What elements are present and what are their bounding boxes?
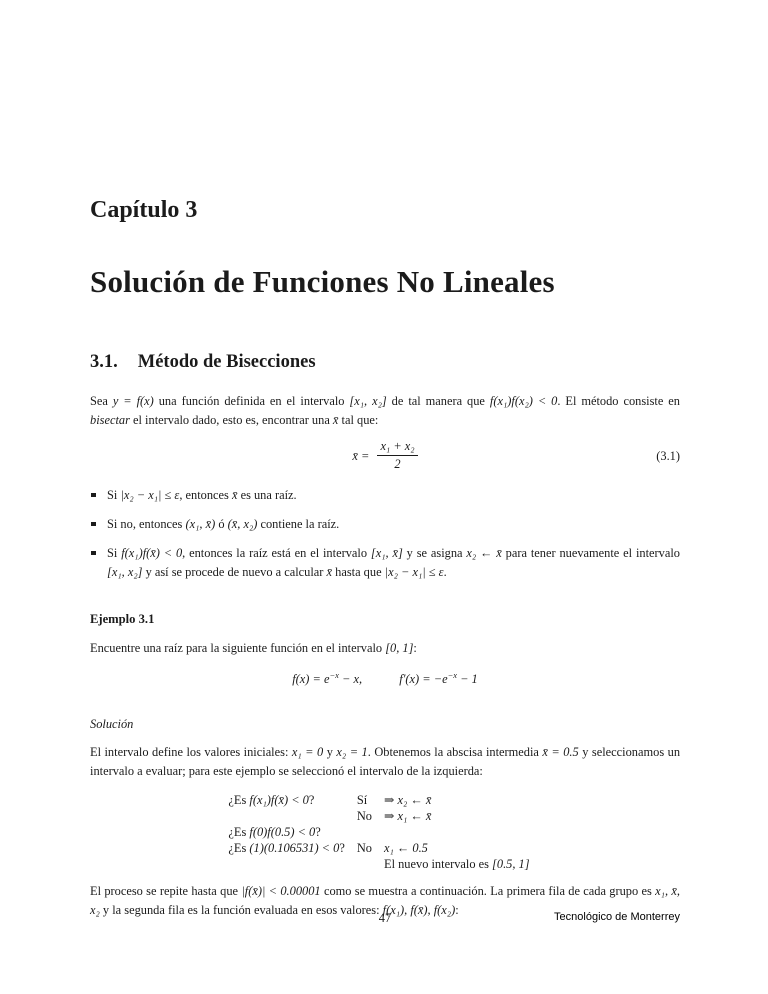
math-run: x̄ (332, 412, 339, 427)
table-cell: Sí (356, 792, 368, 807)
text-run: y seleccionamos un intervalo a evaluar; para este ejemplo se seleccionó el intervalo de la izquierda: (90, 744, 681, 778)
square-bullet-icon (91, 522, 96, 527)
math-run: |x₂ − x₁| ≤ ε (120, 487, 180, 502)
text-run: ⇒ (384, 792, 398, 807)
text-run: ⇒ (384, 808, 398, 823)
equation-number: (3.1) (656, 448, 680, 463)
math-run: x̄ (231, 487, 238, 502)
solution-paragraph (90, 743, 680, 781)
text-run: El proceso se repite hasta que (90, 883, 242, 898)
table-cell (228, 792, 356, 808)
bullet-item (90, 544, 680, 582)
fraction (377, 440, 417, 471)
math-run: f(x) = e (292, 671, 330, 686)
table-cell (228, 856, 356, 872)
text-run: de tal manera que (386, 393, 490, 408)
section-heading (90, 353, 680, 372)
text-run: y la segunda fila es la función evaluada en esos valores: (99, 902, 383, 917)
text-run: una función definida en el intervalo (153, 393, 350, 408)
math-run: − x, (338, 671, 363, 686)
math-run: x₂ = 1 (336, 744, 368, 759)
math-run: y = f(x) (112, 393, 154, 408)
text-run: ? (315, 824, 321, 839)
bullet-list (90, 486, 680, 582)
math-run: −x (329, 669, 339, 680)
math-run: f(x₁)f(x̄) < 0 (121, 545, 183, 560)
text-run: ? (339, 840, 345, 855)
bullet-text (107, 517, 339, 531)
table-cell (384, 792, 542, 808)
math-run: [x₁, x₂] (107, 564, 143, 579)
text-run: contiene la raíz. (257, 516, 340, 531)
table-cell (357, 856, 384, 872)
square-bullet-icon (91, 551, 96, 556)
equation-body (352, 440, 417, 474)
text-run: , entonces (179, 487, 232, 502)
math-run: x₁, x̄, x₂ (90, 883, 680, 917)
text-run: Si (107, 487, 121, 502)
text-run (362, 672, 399, 686)
chapter-heading: Capítulo 3 (90, 197, 198, 223)
text-run: Sea (90, 393, 113, 408)
text-run: . Obtenemos la abscisa intermedia (367, 744, 543, 759)
text-run: , entonces la raíz está en el intervalo (182, 545, 371, 560)
example-intro (90, 639, 680, 658)
text-run: Si (107, 545, 122, 560)
text-run: y así se procede de nuevo a calcular (142, 564, 327, 579)
math-run: f(x₁)f(x̄) < 0 (249, 792, 309, 807)
table-cell (357, 824, 384, 840)
math-run: x₁ ← x̄ (397, 808, 432, 823)
text-run: y se asigna (402, 545, 467, 560)
math-run: f(0)f(0.5) < 0 (249, 824, 316, 839)
section-number: 3.1. (90, 352, 118, 372)
math-run: f(x₁)f(x₂) < 0 (489, 393, 558, 408)
table-row (228, 840, 541, 856)
math-run: (x₁, x̄) (185, 516, 216, 531)
text-run: el intervalo dado, esto es, encontrar una (129, 412, 333, 427)
text-run: El intervalo define los valores iniciales: (90, 744, 292, 759)
math-run: [0, 1] (385, 640, 414, 655)
math-run: x₂ ← x̄ (466, 545, 502, 560)
math-run: x₁ = 0 (291, 744, 324, 759)
bullet-item (90, 486, 680, 505)
math-run: [0.5, 1] (492, 856, 530, 871)
math-run: x̄ (326, 564, 333, 579)
table-row (228, 824, 541, 840)
chapter-title: Solución de Funciones No Lineales (90, 264, 555, 299)
page-footer (90, 911, 680, 926)
text-run: hasta que (332, 564, 385, 579)
table-cell (384, 824, 542, 840)
text-run: ó (215, 516, 228, 531)
fraction-numerator: x₁ + x₂ (377, 440, 417, 456)
math-run: (x̄, x₂) (227, 516, 258, 531)
page-content (0, 198, 768, 920)
text-run: tal que: (338, 412, 379, 427)
bullet-item (90, 515, 680, 534)
text-run: ¿Es (228, 792, 250, 807)
math-run: − 1 (457, 671, 478, 686)
text-run: Si no, entonces (107, 516, 186, 531)
table-row (228, 792, 541, 808)
intro-paragraph (90, 392, 680, 430)
text-run: como se muestra a continuación. La primera fila de cada grupo es (320, 883, 656, 898)
text-run: ¿Es (228, 840, 250, 855)
section-title: Método de Bisecciones (137, 352, 316, 372)
text-run: . El método consiste en (557, 393, 681, 408)
table-cell: No (356, 840, 372, 855)
table-row (228, 856, 541, 872)
math-run: x₂ ← x̄ (397, 792, 432, 807)
fraction-denominator: 2 (394, 456, 401, 471)
math-run: |f(x̄)| < 0.00001 (241, 883, 321, 898)
text-run: ¿Es (228, 824, 250, 839)
bullet-text (107, 488, 297, 502)
decision-table (228, 792, 541, 872)
watermark: Tecnológico de Monterrey (554, 911, 680, 923)
text-run: Encuentre una raíz para la siguiente función en el intervalo (90, 640, 386, 655)
text-run: ? (308, 792, 315, 807)
text-run: : (455, 902, 459, 917)
text-run: El nuevo intervalo es (384, 856, 493, 871)
math-run: −x (447, 669, 457, 680)
table-cell: No (356, 808, 372, 823)
equation-bisection (90, 440, 680, 474)
table-cell (228, 824, 356, 840)
math-run: x̄ = 0.5 (542, 744, 579, 759)
bullet-text (107, 546, 680, 579)
math-run: f′(x) = −e (399, 671, 448, 686)
math-run: (1)(0.106531) < 0 (249, 840, 340, 855)
table-cell (384, 808, 542, 824)
math-run: [x₁, x₂] (349, 393, 387, 408)
square-bullet-icon (91, 493, 96, 498)
math-run: [x₁, x̄] (370, 545, 403, 560)
text-run: es una raíz. (237, 487, 297, 502)
text-run: para tener nuevamente el intervalo (501, 545, 680, 560)
math-run: f(x₁), f(x̄), f(x₂) (382, 902, 456, 917)
table-cell (384, 856, 542, 872)
table-cell (228, 808, 356, 824)
decision-table-body (228, 792, 541, 872)
solution-label: Solución (90, 716, 134, 731)
math-run: |x₂ − x₁| ≤ ε (384, 564, 444, 579)
table-cell (384, 840, 542, 856)
math-run: bisectar (90, 412, 130, 427)
table-row (228, 808, 541, 824)
math-run: x₁ ← 0.5 (384, 840, 428, 855)
example-heading: Ejemplo 3.1 (90, 611, 155, 626)
text-run: . (443, 564, 447, 579)
equation-lhs: x̄ = (352, 448, 373, 463)
text-run: y (323, 744, 337, 759)
table-cell (228, 840, 356, 856)
function-equation (90, 670, 680, 689)
text-run: : (413, 640, 417, 655)
page-number: 47 (378, 911, 392, 925)
